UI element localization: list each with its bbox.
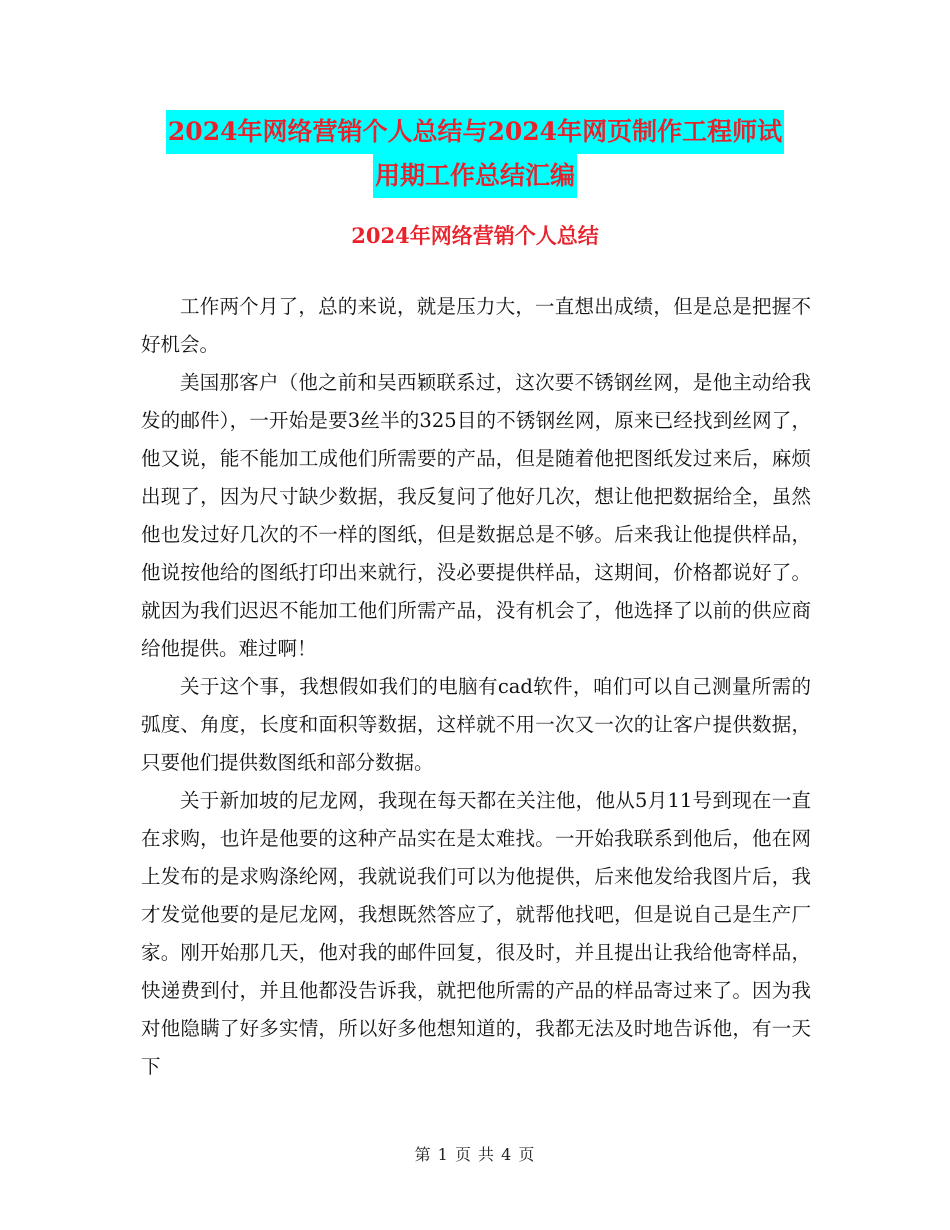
document-title-line-1: 2024年网络营销个人总结与2024年网页制作工程师试: [166, 110, 784, 154]
document-body: [141, 288, 811, 1086]
section-title: 2024年网络营销个人总结: [351, 223, 599, 248]
document-title-line-2: 用期工作总结汇编: [373, 154, 577, 198]
paragraph: 美国那客户（他之前和吴西颖联系过，这次要不锈钢丝网，是他主动给我发的邮件），一开始是要3丝半的325目的不锈钢丝网，原来已经找到丝网了，他又说，能不能加工成他们所需要的产品，但是随着他把图纸发过来后，麻烦出现了，因为尺寸缺少数据，我反复问了他好几次，想让他把数据给全，虽然他也发过好几次的不一样的图纸，但是数据总是不够。后来我让他提供样品，他说按他给的图纸打印出来就行，没必要提供样品，这期间，价格都说好了。就因为我们迟迟不能加工他们所需产品，没有机会了，他选择了以前的供应商给他提供。难过啊！: [141, 371, 811, 660]
page-footer: 第 1 页 共 4 页: [414, 1145, 536, 1164]
paragraph: 关于这个事，我想假如我们的电脑有cad软件，咱们可以自己测量所需的弧度、角度，长度和面积等数据，这样就不用一次又一次的让客户提供数据，只要他们提供数图纸和部分数据。: [141, 675, 811, 774]
paragraph: 关于新加坡的尼龙网，我现在每天都在关注他，他从5月11号到现在一直在求购，也许是他要的这种产品实在是太难找。一开始我联系到他后，他在网上发布的是求购涤纶网，我就说我们可以为他提供，后来他发给我图片后，我才发觉他要的是尼龙网，我想既然答应了，就帮他找吧，但是说自己是生产厂家。刚开始那几天，他对我的邮件回复，很及时，并且提出让我给他寄样品，快递费到付，并且他都没告诉我，就把他所需的产品的样品寄过来了。因为我对他隐瞒了好多实情，所以好多他想知道的，我都无法及时地告诉他，有一天下: [141, 789, 811, 1078]
paragraph: 工作两个月了，总的来说，就是压力大，一直想出成绩，但是总是把握不好机会。: [141, 295, 811, 356]
document-title: [0, 110, 950, 198]
